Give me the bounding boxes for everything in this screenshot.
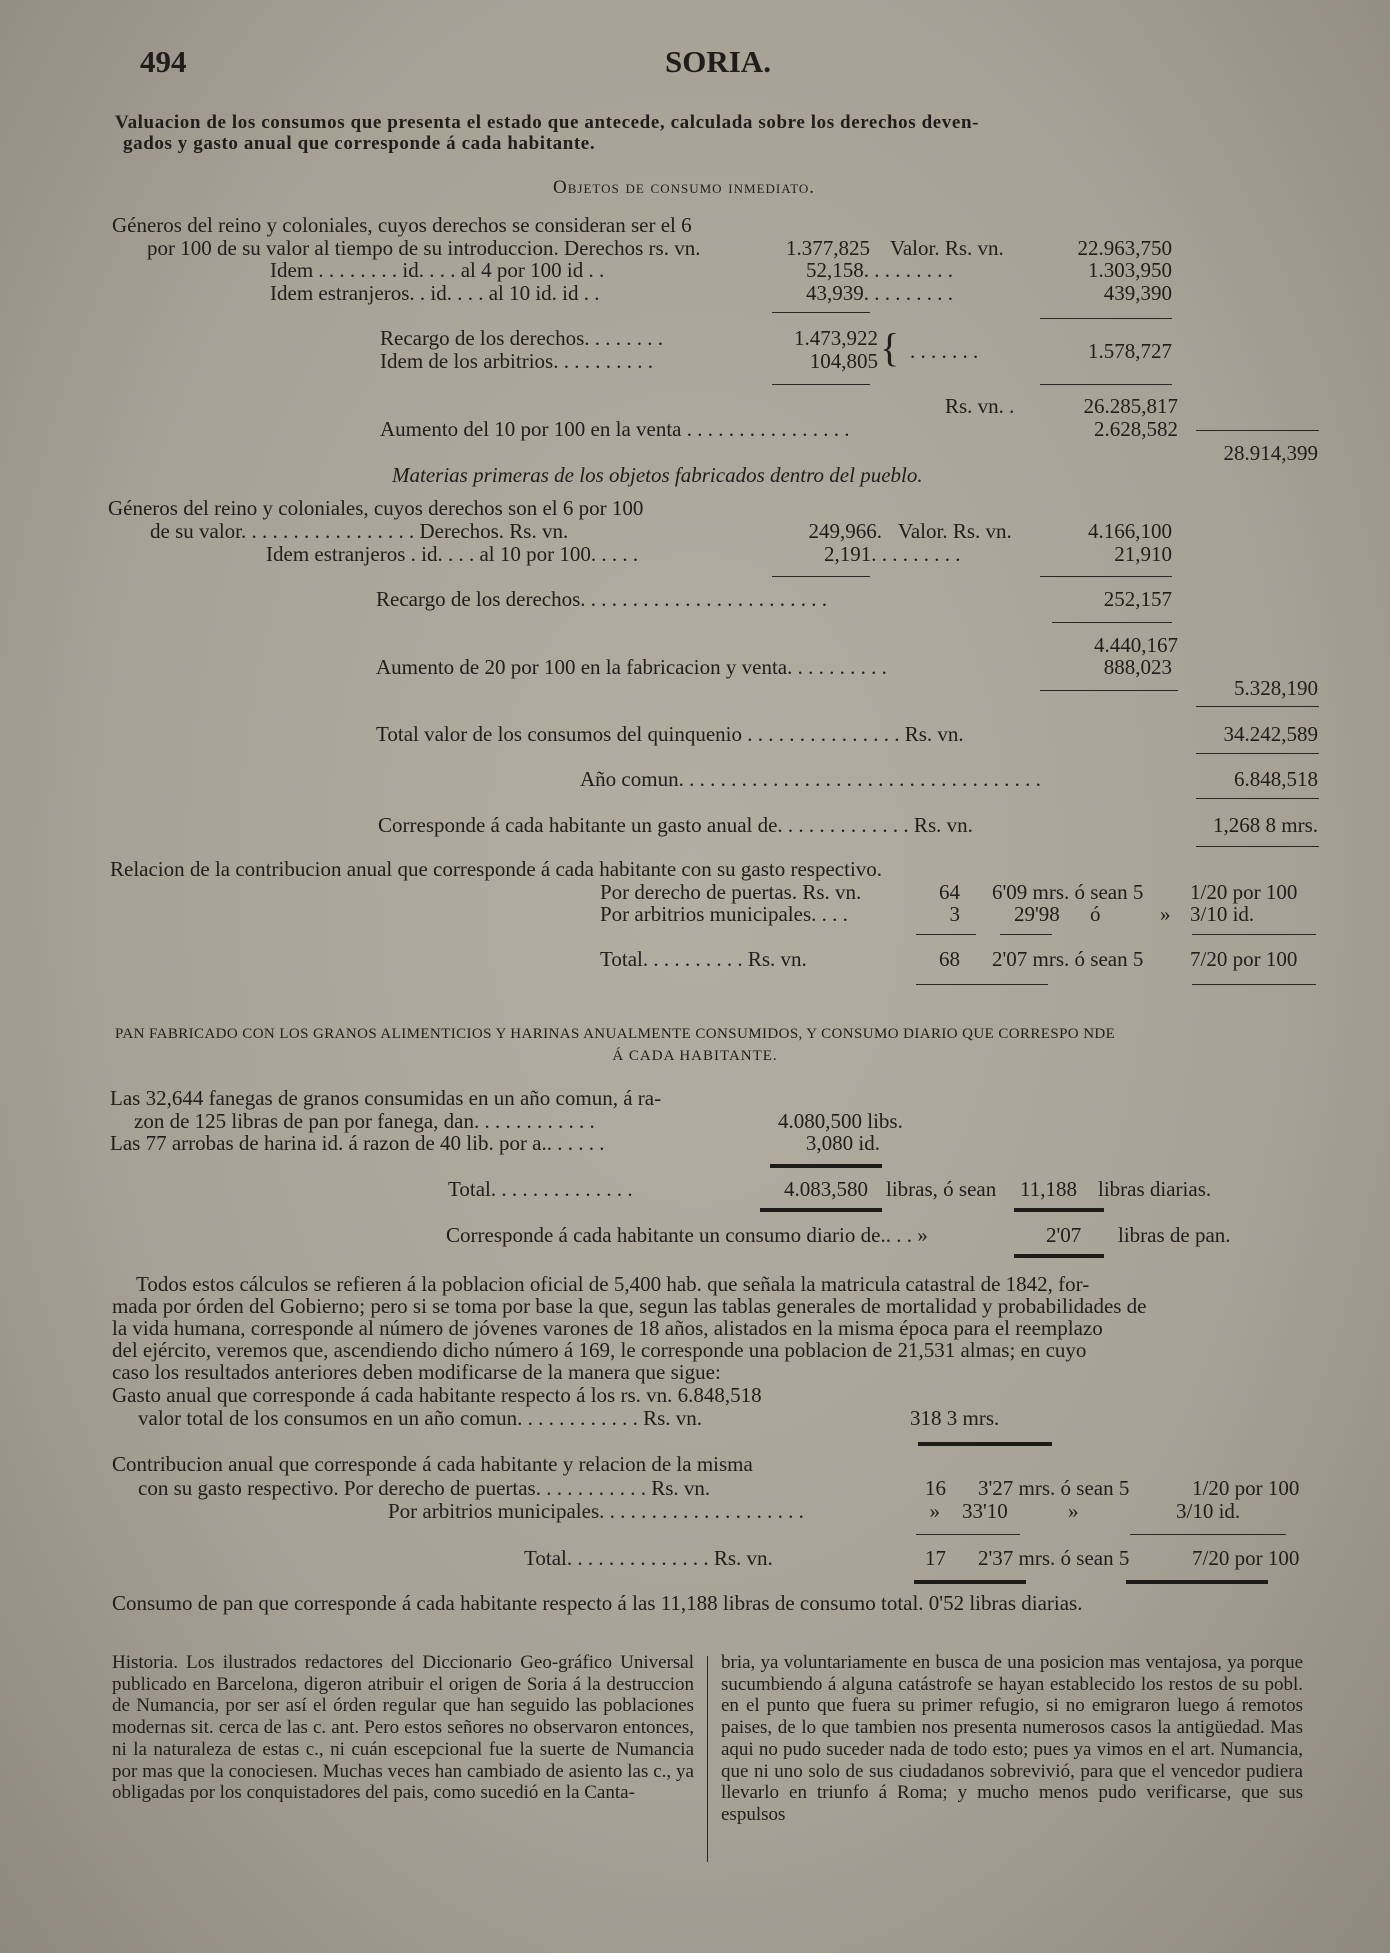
v-aumento-label: Aumento del 10 por 100 en la venta . . . . . . . . . . . . . . . .	[380, 417, 850, 441]
para-line1: Todos estos cálculos se refieren á la poblacion oficial de 5,400 hab. que señala la matricula catastral de 1842, for-	[136, 1272, 1090, 1296]
v-section1-total: 28.914,399	[1223, 441, 1318, 465]
rule	[916, 1534, 1020, 1535]
c-total-mrs: 2'37 mrs. ó sean 5	[978, 1546, 1130, 1570]
rule	[914, 1580, 1026, 1584]
v-p1-label: Por derecho de puertas. Rs. vn.	[600, 880, 862, 904]
para-line2: mada por órden del Gobierno; pero si se toma por base la que, segun las tablas generales de mortalidad y probabilidades de	[112, 1294, 1147, 1318]
v-hab-value: 1,268 8 mrs.	[1213, 813, 1318, 837]
rule	[1196, 846, 1319, 847]
rule	[770, 1164, 882, 1168]
v-section2-total: 5.328,190	[1234, 676, 1318, 700]
v-m2-value: 21,910	[1114, 542, 1172, 566]
b-corr-label: Corresponde á cada habitante un consumo diario de.. . . »	[446, 1223, 928, 1247]
rule	[1192, 984, 1316, 985]
rule	[1040, 690, 1178, 691]
b-row1a: Las 32,644 fanegas de granos consumidas en un año comun, á ra-	[110, 1086, 662, 1110]
v-row1-amount: 1.377,825	[786, 236, 870, 260]
c-total-rs: 17	[925, 1546, 946, 1570]
b-total-label: Total. . . . . . . . . . . . . .	[448, 1177, 633, 1201]
v-recargo-dots: . . . . . . .	[910, 339, 979, 363]
rule	[1196, 430, 1319, 431]
v-row3-label: Idem estranjeros. . id. . . . al 10 id. id . .	[270, 281, 600, 305]
b-row1b: zon de 125 libras de pan por fanega, dan. . . . . . . . . . . .	[134, 1109, 595, 1133]
b-diarias-label: libras diarias.	[1098, 1177, 1212, 1201]
historia-left-column: Historia. Los ilustrados redactores del Diccionario Geo-gráfico Universal publicado en Barcelona, digeron atribuir el origen de Soria á la destruccion de Numancia, por ser así el órden regular que han seguido las poblaciones modernas sit. cerca de las c. ant. Pero estos señores no observaron entonces, ni la naturaleza de estas c., ni cuán escepcional fue la suerte de Numancia por mas que la conociesen. Muchas veces han cambiado de asiento las c., ya obligadas por los conquistadores del pais, como sucedió en la Canta-	[112, 1652, 694, 1804]
v-row2-label: Idem . . . . . . . . id. . . . al 4 por 100 id . .	[270, 258, 605, 282]
rule	[916, 934, 976, 935]
rule	[1014, 1254, 1104, 1258]
c-row1-frac: 1/20 por 100	[1192, 1476, 1300, 1500]
v-pt-frac: 7/20 por 100	[1190, 947, 1298, 971]
v-hab-label: Corresponde á cada habitante un gasto anual de. . . . . . . . . . . . . Rs. vn.	[378, 813, 973, 837]
g-row-value: 318 3 mrs.	[910, 1406, 1000, 1430]
v-m-aumento-label: Aumento de 20 por 100 en la fabricacion y venta. . . . . . . . . .	[376, 655, 887, 679]
rule	[916, 984, 1048, 985]
rule	[1040, 576, 1172, 577]
rule	[1126, 1580, 1268, 1584]
v-recargo-amount: 1.473,922	[794, 326, 878, 350]
v-m-recargo-label: Recargo de los derechos. . . . . . . . . . . . . . . . . . . . . . . .	[376, 587, 828, 611]
historia-right-column: bria, ya voluntariamente en busca de una posicion mas ventajosa, ya porque sucumbiendo á alguna catástrofe se hayan establecido los restos de su pobl. en el punto que fuera su primer refugio, si no emigraron luego á remotos paises, de lo que tambien nos presenta numerosos casos la antigüedad. Mas aqui no pudo suceder nada de todo esto; pues ya vimos en el art. Numancia, que ni uno solo de sus ciudadanos sobrevivió, para que el vencedor pudiera llevarlo en triunfo á Roma; y mucho menos pudo verificarse, que sus espulsos	[721, 1652, 1303, 1825]
v-p2-rs: 3	[949, 902, 960, 926]
c-row-b: con su gasto respectivo. Por derecho de puertas. . . . . . . . . . . Rs. vn.	[138, 1476, 711, 1500]
brace-glyph: {	[880, 325, 900, 370]
v-m-sub-value: 4.440,167	[1094, 633, 1178, 657]
rule	[772, 384, 870, 385]
valuation-title-line1: Valuacion de los consumos que presenta el estado que antecede, calculada sobre los derechos deven-	[115, 112, 980, 133]
c-total-label: Total. . . . . . . . . . . . . . Rs. vn.	[524, 1546, 773, 1570]
v-p2-frac: 3/10 id.	[1190, 902, 1255, 926]
c-row-a: Contribucion anual que corresponde á cada habitante y relacion de la misma	[112, 1452, 753, 1476]
v-m1b: de su valor. . . . . . . . . . . . . . . . . Derechos. Rs. vn.	[150, 519, 569, 543]
v-ano-value: 6.848,518	[1234, 767, 1318, 791]
rule	[1040, 384, 1172, 385]
b-corr-value: 2'07	[1046, 1223, 1082, 1247]
page-number: 494	[140, 44, 187, 79]
rule	[1000, 934, 1052, 935]
para-line5: caso los resultados anteriores deben modificarse de la manera que sigue:	[112, 1360, 721, 1384]
v-p2-mrs: 29'98	[1014, 902, 1060, 926]
c-row2-label: Por arbitrios municipales. . . . . . . . . . . . . . . . . . . .	[388, 1499, 804, 1523]
rule	[1196, 798, 1319, 799]
v-total-value: 34.242,589	[1223, 722, 1318, 746]
v-p2-q: »	[1160, 902, 1171, 926]
v-m1a: Géneros del reino y coloniales, cuyos derechos son el 6 por 100	[108, 496, 644, 520]
para-line3: la vida humana, corresponde al número de jóvenes varones de 18 años, alistados en la misma época para el reemplazo	[112, 1316, 1103, 1340]
v-sub-value: 26.285,817	[1083, 394, 1178, 418]
b-total-rest: libras, ó sean	[886, 1177, 997, 1201]
valuation-title-line2: gados y gasto anual que corresponde á cada habitante.	[123, 133, 596, 154]
v-row3-amount: 43,939. . . . . . . . .	[806, 281, 953, 305]
v-pt-label: Total. . . . . . . . . . Rs. vn.	[600, 947, 807, 971]
v-p1-frac: 1/20 por 100	[1190, 880, 1298, 904]
b-row2-value: 3,080 id.	[805, 1131, 880, 1155]
g-row-b: valor total de los consumos en un año comun. . . . . . . . . . . . Rs. vn.	[138, 1406, 703, 1430]
section1-heading: Objetos de consumo inmediato.	[553, 177, 816, 198]
v-ano-label: Año comun. . . . . . . . . . . . . . . . . . . . . . . . . . . . . . . . . . .	[580, 767, 1041, 791]
rule	[1192, 934, 1316, 935]
section2-heading: Materias primeras de los objetos fabricados dentro del pueblo.	[392, 463, 923, 487]
rule	[772, 576, 870, 577]
bread-title-line1: PAN FABRICADO CON LOS GRANOS ALIMENTICIOS Y HARINAS ANUALMENTE CONSUMIDOS, Y CONSUMO DIARIO QUE CORRESPO NDE	[115, 1026, 1116, 1042]
v-m1-valor: Valor. Rs. vn.	[898, 519, 1012, 543]
v-row3-value: 439,390	[1103, 281, 1172, 305]
rule	[1130, 1534, 1286, 1535]
b-total-value: 4.083,580	[784, 1177, 868, 1201]
rule	[760, 1208, 882, 1212]
para-line4: del ejército, veremos que, ascendiendo dicho número á 169, le corresponde una poblacion de 21,531 almas; en cuyo	[112, 1338, 1087, 1362]
v-total-label: Total valor de los consumos del quinquenio . . . . . . . . . . . . . . . Rs. vn.	[376, 722, 964, 746]
rule	[1196, 706, 1319, 707]
v-row2-amount: 52,158. . . . . . . . .	[806, 258, 953, 282]
v-recargo-label: Recargo de los derechos. . . . . . . .	[380, 326, 664, 350]
rule	[1014, 1208, 1104, 1212]
b-diarias-value: 11,188	[1020, 1177, 1077, 1201]
v-aumento-value: 2.628,582	[1094, 417, 1178, 441]
rule	[1052, 622, 1172, 623]
v-m2-amount: 2,191. . . . . . . . .	[824, 542, 961, 566]
v-row2-value: 1.303,950	[1088, 258, 1172, 282]
v-recargo-value: 1.578,727	[1088, 339, 1172, 363]
c-row2-mrs: 33'10	[962, 1499, 1008, 1523]
c-row1-mrs: 3'27 mrs. ó sean 5	[978, 1476, 1130, 1500]
v-row1a: Géneros del reino y coloniales, cuyos derechos se consideran ser el 6	[112, 213, 692, 237]
v-arbitrios-amount: 104,805	[809, 349, 878, 373]
c-row1-rs: 16	[925, 1476, 946, 1500]
v-p1-mrs: 6'09 mrs. ó sean 5	[992, 880, 1144, 904]
bread-title-line2: Á CADA HABITANTE.	[612, 1048, 778, 1064]
column-divider	[707, 1656, 708, 1862]
v-row1-valor: Valor. Rs. vn.	[890, 236, 1004, 260]
c-row2-frac: 3/10 id.	[1176, 1499, 1241, 1523]
v-pt-rs: 68	[939, 947, 960, 971]
v-p1-rs: 64	[939, 880, 960, 904]
pan-line: Consumo de pan que corresponde á cada habitante respecto á las 11,188 libras de consumo total. 0'52 libras diarias.	[112, 1591, 1083, 1615]
c-row2-rs: »	[929, 1499, 940, 1523]
rule	[772, 312, 870, 313]
g-row-a: Gasto anual que corresponde á cada habitante respecto á los rs. vn. 6.848,518	[112, 1383, 762, 1407]
rule	[918, 1442, 1052, 1446]
v-pt-mrs: 2'07 mrs. ó sean 5	[992, 947, 1144, 971]
v-row1b: por 100 de su valor al tiempo de su introduccion. Derechos rs. vn.	[147, 236, 701, 260]
b-row2-label: Las 77 arrobas de harina id. á razon de 40 lib. por a.. . . . . .	[110, 1131, 605, 1155]
v-p2-o: ó	[1090, 902, 1101, 926]
v-m1-value: 4.166,100	[1088, 519, 1172, 543]
page-title: SORIA.	[665, 44, 771, 79]
v-row1-value: 22.963,750	[1077, 236, 1172, 260]
v-m-aumento-value: 888,023	[1103, 655, 1172, 679]
rule	[1196, 753, 1319, 754]
v-m2-label: Idem estranjeros . id. . . . al 10 por 100. . . . .	[266, 542, 639, 566]
b-row1-value: 4.080,500 libs.	[778, 1109, 903, 1133]
v-p2-label: Por arbitrios municipales. . . .	[600, 902, 848, 926]
v-arbitrios-label: Idem de los arbitrios. . . . . . . . . .	[380, 349, 653, 373]
v-m1-amount: 249,966.	[808, 519, 882, 543]
v-rel-label: Relacion de la contribucion anual que corresponde á cada habitante con su gasto respectivo.	[110, 857, 883, 881]
b-corr-unit: libras de pan.	[1118, 1223, 1231, 1247]
v-m-recargo-value: 252,157	[1103, 587, 1172, 611]
c-row2-q: »	[1068, 1499, 1079, 1523]
c-total-frac: 7/20 por 100	[1192, 1546, 1300, 1570]
v-sub-label: Rs. vn. .	[945, 394, 1015, 418]
rule	[1040, 318, 1172, 319]
